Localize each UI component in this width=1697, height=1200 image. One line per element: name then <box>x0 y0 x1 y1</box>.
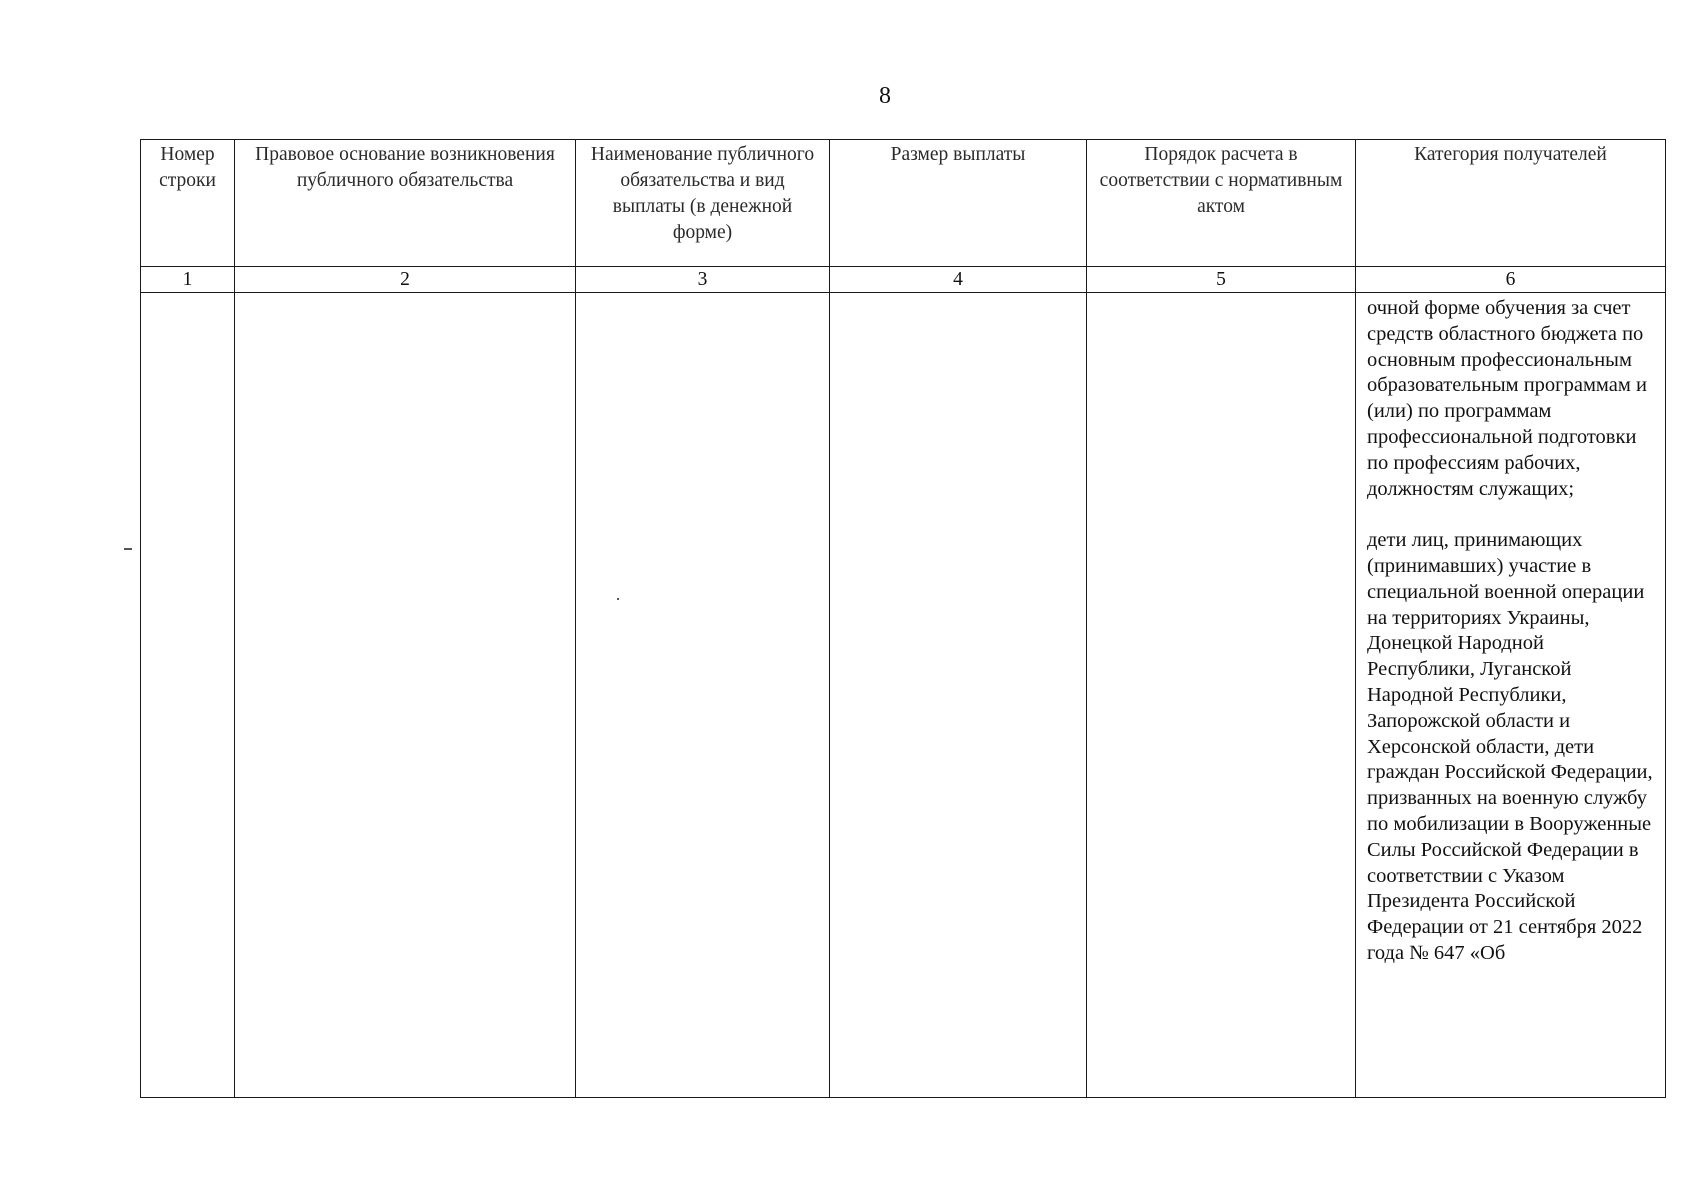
column-numbers-row <box>141 267 1666 293</box>
column-number: 4 <box>830 267 1087 293</box>
table-row <box>141 293 1666 1098</box>
calculation-procedure-cell <box>1087 293 1356 1098</box>
obligation-name-cell <box>576 293 830 1098</box>
header-legal-basis: Правовое основание возникновения публичного обязательства <box>235 140 576 267</box>
header-calculation-procedure: Порядок расчета в соответствии с нормативным актом <box>1087 140 1356 267</box>
category-paragraph: дети лиц, принимающих (принимавших) участие в специальной военной операции на территориях Украины, Донецкой Народной Республики, Луганской Народной Республики, Запорожской области и Херсонской области, дети граждан Российской Федерации, призванных на военную службу по мобилизации в Вооруженные Силы Российской Федерации в соответствии с Указом Президента Российской Федерации от 21 сентября 2022 года № 647 «Об <box>1367 529 1653 964</box>
header-obligation-name: Наименование публичного обязательства и вид выплаты (в денежной форме) <box>576 140 830 267</box>
column-number: 1 <box>141 267 235 293</box>
page-number: 8 <box>879 83 891 109</box>
public-obligations-table <box>140 139 1666 1098</box>
header-row-number: Номер строки <box>141 140 235 267</box>
header-recipient-category: Категория получателей <box>1356 140 1666 267</box>
category-paragraph: очной форме обучения за счет средств областного бюджета по основным профессиональным образовательным программам и (или) по программам профессиональной подготовки по профессиям рабочих, должностям служащих; <box>1367 297 1647 500</box>
column-number: 2 <box>235 267 576 293</box>
header-payment-amount: Размер выплаты <box>830 140 1087 267</box>
scan-artifact <box>617 598 619 600</box>
column-number: 6 <box>1356 267 1666 293</box>
column-number: 3 <box>576 267 830 293</box>
table-header-row <box>141 140 1666 267</box>
recipient-category-cell <box>1356 293 1666 1098</box>
payment-amount-cell <box>830 293 1087 1098</box>
scan-artifact <box>124 548 132 550</box>
column-number: 5 <box>1087 267 1356 293</box>
legal-basis-cell <box>235 293 576 1098</box>
row-number-cell <box>141 293 235 1098</box>
